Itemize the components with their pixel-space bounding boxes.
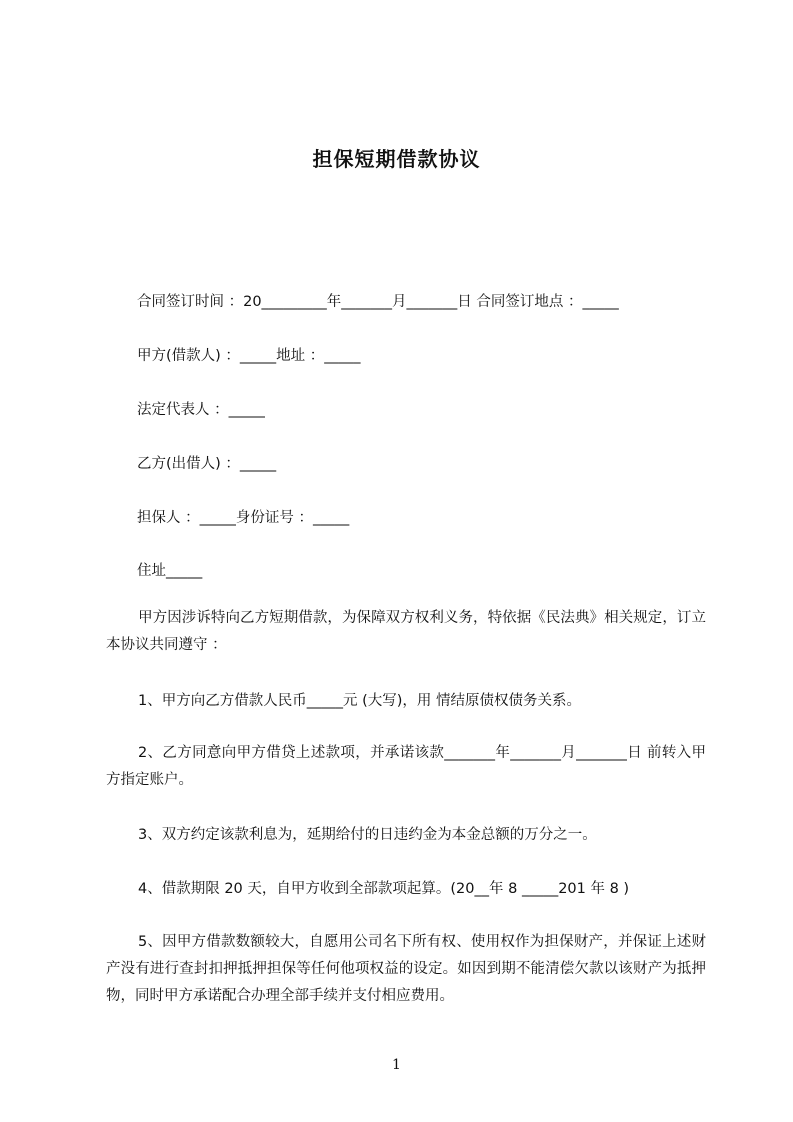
- clause-1-text: 1、甲方向乙方借款人民币_____元 (大写)，用 情结原债权债务关系。: [138, 693, 582, 709]
- clause-3: [106, 822, 706, 849]
- clause-4: [106, 876, 706, 903]
- page-number: 1: [392, 1057, 401, 1073]
- clause-2-text: 2、乙方同意向甲方借贷上述款项，并承诺该款_______年_______月_______日 前转入甲方指定账户。: [106, 745, 706, 788]
- party-a-line: 甲方(借款人) ：_____地址 ：_____: [137, 348, 361, 364]
- party-b-line: 乙方(出借人) ：_____: [137, 456, 277, 472]
- intro-paragraph: [106, 605, 706, 659]
- clause-1: [106, 688, 706, 715]
- clause-5-text: 5、因甲方借款数额较大，自愿用公司名下所有权、使用权作为担保财产，并保证上述财产没有进行查封扣押抵押担保等任何他项权益的设定。如因到期不能清偿欠款以该财产为抵押物，同时甲方承诺配合办理全部手续并支付相应费用。: [106, 934, 706, 1004]
- intro-text: 甲方因涉诉特向乙方短期借款，为保障双方权利义务，特依据《民法典》相关规定，订立本协议共同遵守 ：: [106, 610, 706, 653]
- contract-date-place-line: 合同签订时间 ：20_________年_______月_______日 合同签订地点 ：_____: [137, 294, 619, 310]
- clause-3-text: 3、双方约定该款利息为，延期给付的日违约金为本金总额的万分之一。: [138, 827, 597, 843]
- legal-representative-line: 法定代表人 ：_____: [137, 402, 265, 418]
- clause-2: [106, 740, 706, 794]
- address-line: 住址_____: [137, 563, 203, 579]
- clause-5: [106, 929, 706, 1010]
- clause-4-text: 4、借款期限 20 天，自甲方收到全部款项起算。(20__年 8 _____201 年 8 ): [138, 881, 630, 897]
- guarantor-line: 担保人 ：_____身份证号 ：_____: [137, 510, 350, 526]
- document-title: 担保短期借款协议: [312, 147, 481, 171]
